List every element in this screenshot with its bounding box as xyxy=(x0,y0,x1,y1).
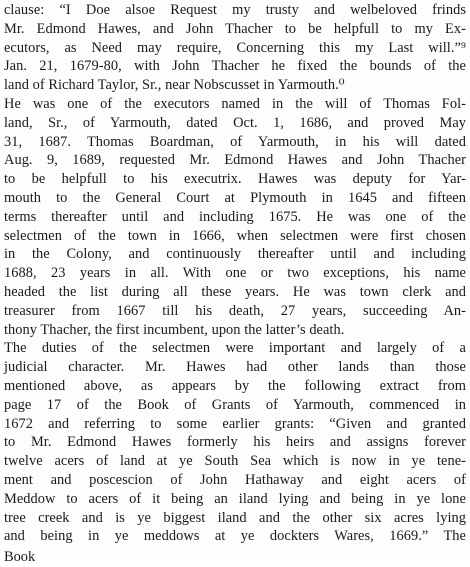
text-line: to Mr. Edmond Hawes formerly his heirs and assigns forever xyxy=(4,434,466,451)
text-line: 1688, 23 years in all. With one or two exceptions, his name xyxy=(4,265,466,282)
text-line: thony Thacher, the first incumbent, upon the latter’s death. xyxy=(4,321,345,338)
text-line: ecutors, as Need may require, Concerning this my Last will.”⁹ xyxy=(4,39,466,56)
text-line: land of Richard Taylor, Sr., near Nobscusset in Yarmouth.⁰ xyxy=(4,77,345,94)
text-line: headed the list during all these years. He was town clerk and xyxy=(4,283,466,300)
text-line: page 17 of the Book of Grants of Yarmouth, commenced in xyxy=(4,396,466,413)
text-line: Aug. 9, 1689, requested Mr. Edmond Hawes and John Thacher xyxy=(4,152,466,169)
text-line: clause: “I Doe alsoe Request my trusty and welbeloved frinds xyxy=(4,2,466,18)
text-line: in the Colony, and continuously thereafter until and including xyxy=(4,246,466,263)
text-line: twelve acers of land at ye South Sea which is now in ye tene- xyxy=(4,453,466,470)
text-line: He was one of the executors named in the will of Thomas Fol- xyxy=(4,95,466,112)
text-line: judicial character. Mr. Hawes had other lands than those xyxy=(4,359,466,376)
text-line: and being in ye meddows at ye dockters Wares, 1669.” The xyxy=(4,528,466,545)
text-line: 31, 1687. Thomas Boardman, of Yarmouth, in his will dated xyxy=(4,133,466,150)
text-line: Meddow to acers of it being an iland lying and being in ye lone xyxy=(4,490,466,507)
text-line: to be helpfull to his executrix. Hawes was deputy for Yar- xyxy=(4,171,466,188)
text-line: selectmen of the town in 1666, when selectmen were first chosen xyxy=(4,227,466,244)
body-text xyxy=(4,1,466,546)
text-line: 1672 and referring to some earlier grants: “Given and granted xyxy=(4,415,466,432)
text-line: terms thereafter until and including 1675. He was one of the xyxy=(4,208,466,225)
cutoff-line-fragment: Book xyxy=(4,549,36,565)
text-line: mentioned above, as appears by the following extract from xyxy=(4,377,466,394)
text-line: The duties of the selectmen were important and largely of a xyxy=(4,340,466,357)
text-line: ment and poscescion of John Hathaway and eight acers of xyxy=(4,471,466,488)
text-line: treasurer from 1667 till his death, 27 years, succeeding An- xyxy=(4,302,466,319)
text-line: tree creek and is ye biggest iland and the other six acres lying xyxy=(4,509,466,526)
text-line: land, Sr., of Yarmouth, dated Oct. 1, 1686, and proved May xyxy=(4,114,466,131)
text-line: mouth to the General Court at Plymouth in 1645 and fifteen xyxy=(4,189,466,206)
text-line: Jan. 21, 1679-80, with John Thacher he fixed the bounds of the xyxy=(4,58,466,75)
text-line: Mr. Edmond Hawes, and John Thacher to be helpfull to my Ex- xyxy=(4,20,466,37)
